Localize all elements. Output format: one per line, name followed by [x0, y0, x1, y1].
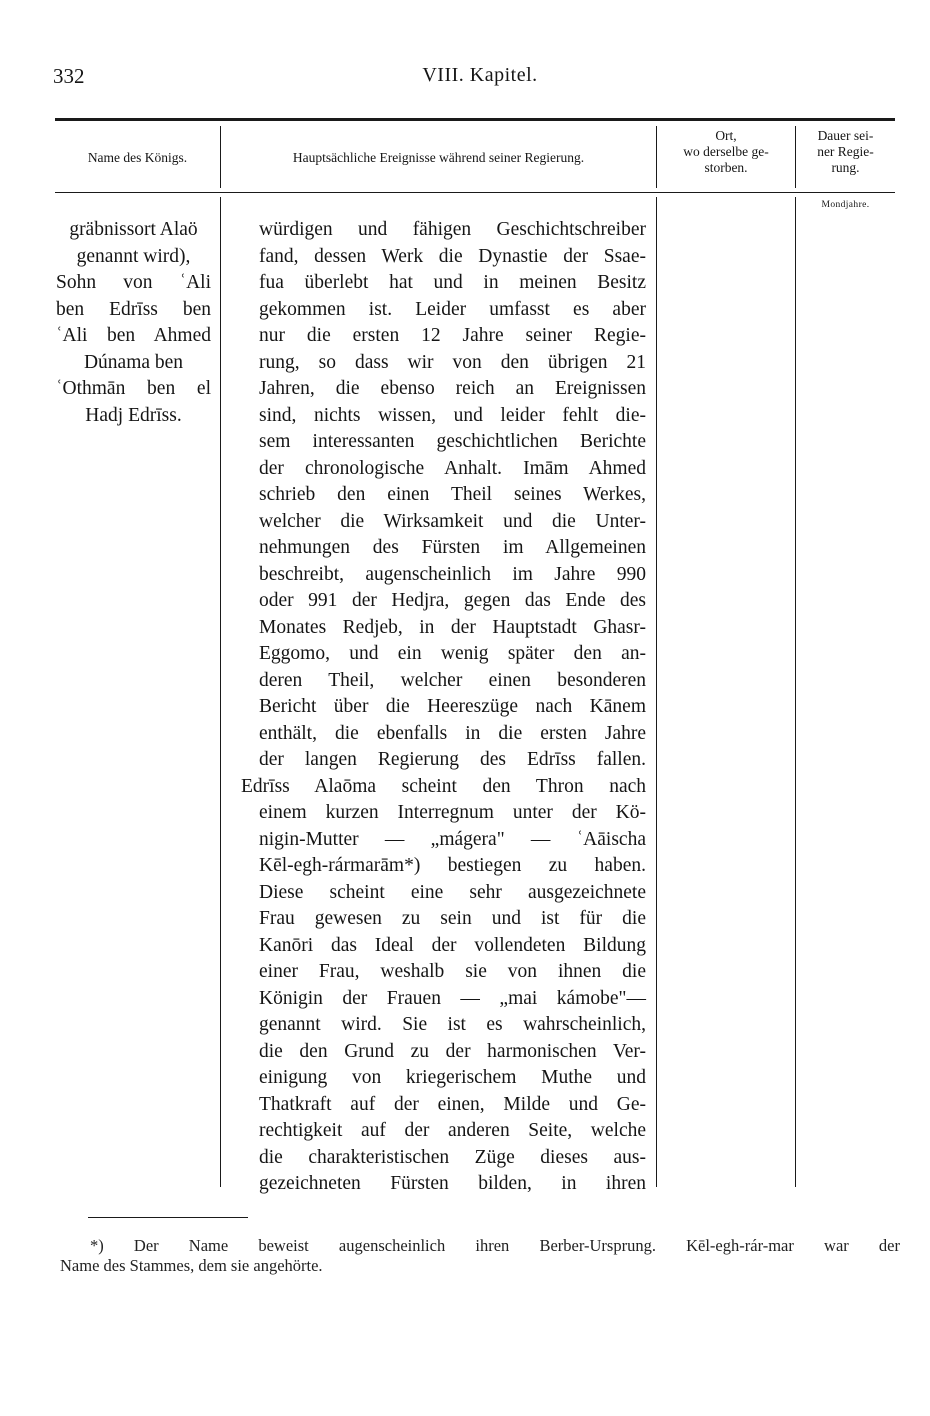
- footnote: [60, 1236, 900, 1276]
- event-line: Edrīss Alaōma scheint den Thron nach: [241, 775, 646, 797]
- column-divider-3-body: [795, 197, 796, 1187]
- page-number: 332: [53, 64, 85, 88]
- event-line: einigung von kriegerischem Muthe und: [259, 1067, 646, 1088]
- event-line: nigin-Mutter — „mágera" — ʿAāischa: [259, 828, 646, 850]
- header-place-line: storben.: [704, 160, 748, 175]
- header-events: Hauptsächliche Ereignisse während seiner Regierung.: [292, 150, 585, 165]
- event-line: oder 991 der Hedjra, gegen das Ende des: [259, 590, 646, 611]
- event-line: gezeichneten Fürsten bilden, in ihren: [259, 1173, 646, 1194]
- name-line: genannt wird),: [76, 245, 191, 267]
- event-line: einer Frau, weshalb sie von ihnen die: [259, 961, 646, 982]
- event-line: fua überlebt hat und in meinen Besitz: [259, 272, 646, 293]
- name-line: ʿOthmān ben el: [56, 378, 211, 399]
- event-line: nur die ersten 12 Jahre seiner Regie-: [259, 325, 646, 346]
- duration-unit: Mondjahre.: [821, 200, 870, 210]
- event-line: der chronologische Anhalt. Imām Ahmed: [259, 457, 646, 479]
- event-line: Kēl-egh-rármarām*) bestiegen zu haben.: [259, 855, 646, 876]
- event-line: Königin der Frauen — „mai kámobe"—: [259, 987, 646, 1009]
- event-line: Diese scheint eine sehr ausgezeichnete: [259, 881, 646, 903]
- running-head: VIII. Kapitel.: [422, 64, 538, 86]
- footnote-line: Name des Stammes, dem sie angehörte.: [60, 1256, 323, 1275]
- header-place-line: Ort,: [715, 128, 737, 143]
- event-line: rechtigkeit auf der anderen Seite, welche: [259, 1120, 646, 1141]
- table-top-rule: [55, 118, 895, 121]
- event-line: Frau gewesen zu sein und ist für die: [259, 908, 646, 929]
- header-duration: [796, 128, 895, 176]
- column-divider-1-body: [220, 197, 221, 1187]
- event-line: sind, nichts wissen, und leider fehlt die-: [259, 404, 646, 426]
- event-line: einem kurzen Interregnum unter der Kö-: [259, 802, 646, 823]
- event-line: fand, dessen Werk die Dynastie der Ssae-: [259, 245, 646, 267]
- event-line: der langen Regierung des Edrīss fallen.: [259, 749, 646, 770]
- events-column: [241, 217, 646, 1198]
- event-line: nehmungen des Fürsten im Allgemeinen: [259, 537, 646, 558]
- event-line: Thatkraft auf der einen, Milde und Ge-: [259, 1093, 646, 1115]
- table-header-rule: [55, 192, 895, 193]
- name-line: ʿAli ben Ahmed: [56, 325, 211, 346]
- event-line: deren Theil, welcher einen besonderen: [259, 669, 646, 691]
- name-line: Hadj Edrīss.: [85, 404, 182, 426]
- event-line: Eggomo, und ein wenig später den an-: [259, 643, 646, 664]
- header-place: [657, 128, 795, 176]
- event-line: welcher die Wirksamkeit und die Unter-: [259, 510, 646, 532]
- name-line: Dúnama ben: [83, 351, 184, 373]
- footnote-line: *) Der Name beweist augenscheinlich ihren Berber-Ursprung. Kēl-egh-rár-mar war der: [90, 1236, 900, 1255]
- event-line: die charakteristischen Züge dieses aus-: [259, 1146, 646, 1168]
- event-line: Bericht über die Heereszüge nach Kānem: [259, 696, 646, 717]
- name-column: [56, 217, 211, 429]
- event-line: die den Grund zu der harmonischen Ver-: [259, 1040, 646, 1062]
- footnote-rule: [88, 1217, 248, 1218]
- event-line: schrieb den einen Theil seines Werkes,: [259, 484, 646, 505]
- header-duration-line: ner Regie-: [817, 144, 874, 159]
- event-line: enthält, die ebenfalls in die ersten Jahre: [259, 722, 646, 744]
- event-line: genannt wird. Sie ist es wahrscheinlich,: [259, 1014, 646, 1035]
- name-line: gräbnissort Alaö: [69, 219, 198, 240]
- column-divider-2-body: [656, 197, 657, 1187]
- event-line: Kanōri das Ideal der vollendeten Bildung: [259, 934, 646, 956]
- event-line: rung, so dass wir von den übrigen 21: [259, 351, 646, 373]
- name-line: Sohn von ʿAli: [56, 272, 211, 293]
- event-line: sem interessanten geschichtlichen Berichte: [259, 431, 646, 452]
- name-line: ben Edrīss ben: [56, 298, 211, 320]
- event-line: beschreibt, augenscheinlich im Jahre 990: [259, 563, 646, 585]
- header-duration-line: Dauer sei-: [817, 128, 874, 143]
- event-line: Monates Redjeb, in der Hauptstadt Ghasr-: [259, 616, 646, 638]
- header-place-line: wo derselbe ge-: [683, 144, 769, 159]
- header-name: Name des Königs.: [87, 150, 188, 165]
- event-line: Jahren, die ebenso reich an Ereignissen: [259, 378, 646, 399]
- event-line: gekommen ist. Leider umfasst es aber: [259, 298, 646, 320]
- header-duration-line: rung.: [831, 160, 860, 175]
- event-line: würdigen und fähigen Geschichtschreiber: [259, 219, 646, 240]
